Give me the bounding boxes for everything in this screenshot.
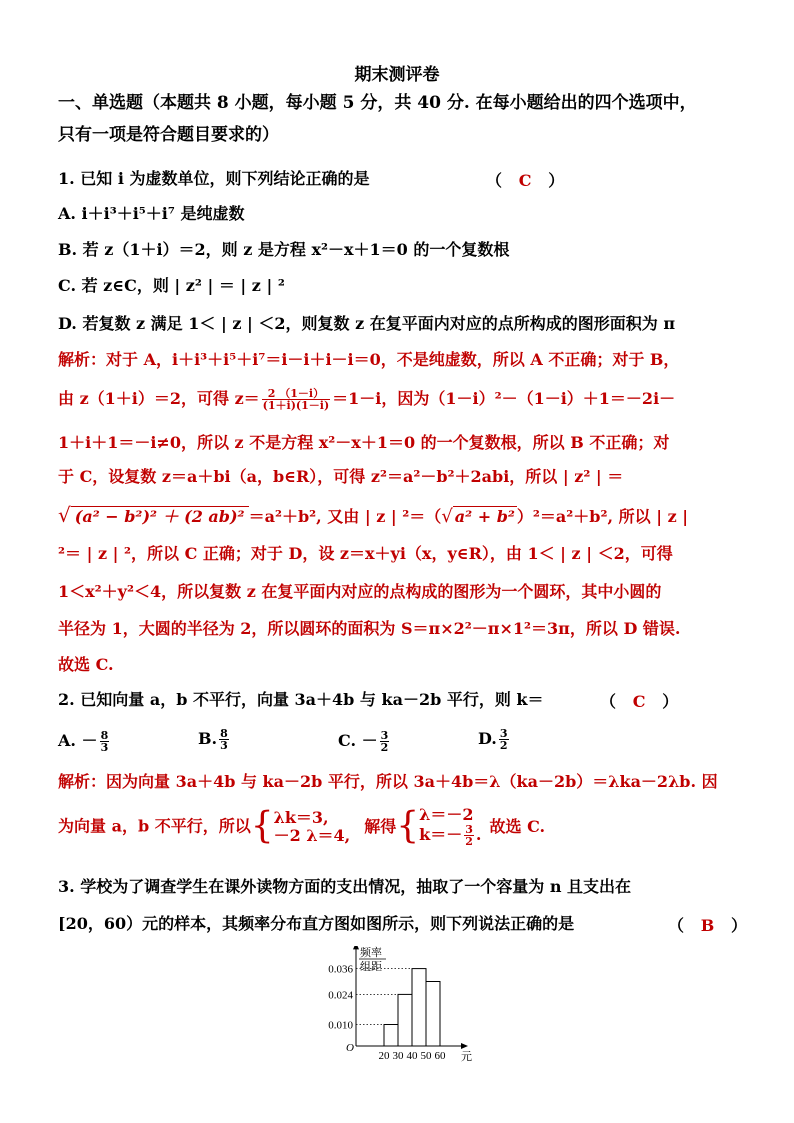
q1-analysis-line1: 解析：对于 A，i＋i³＋i⁵＋i⁷＝i－i＋i－i＝0，不是纯虚数，所以 A 不正确；对于 B， — [58, 350, 680, 369]
chart-bars — [384, 969, 440, 1046]
histogram-bar — [412, 969, 426, 1046]
q1-analysis-line4: 于 C，设复数 z＝a＋bi（a，b∈R），可得 z²＝a²－b²＋2abi，所以 | z² | ＝ — [58, 467, 624, 486]
equation-system-2: λ＝－2 k＝－ $\frac{3}{2}$ . — [419, 805, 482, 848]
q1-option-a: A. i＋i³＋i⁵＋i⁷ 是纯虚数 — [58, 204, 245, 223]
q3-answer-slot: （ B ） — [668, 916, 747, 935]
q1-analysis-line6: ²＝ | z | ²，所以 C 正确；对于 D，设 z＝x＋yi（x，y∈R），由 1＜ | z | ＜2，可得 — [58, 544, 673, 563]
q2-answer-slot: （ C ） — [600, 692, 679, 711]
q1-answer: C — [518, 171, 532, 190]
q3-line2: [20，60）元的样本，其频率分布直方图如图所示，则下列说法正确的是 — [58, 914, 575, 933]
equation-system-1: λk＝3, －2 λ＝4, — [273, 807, 351, 845]
q2-option-c: C. － $\frac{3}{2}$ — [338, 729, 389, 754]
x-tick-label: 30 — [392, 1050, 404, 1062]
q2-option-a: A. － $\frac{8}{3}$ — [58, 729, 109, 754]
q1-analysis-line5: √ (a² − b²)² ＋ (2 ab)² ＝a²＋b², 又由 | z | ²＝（√ a² + b² ）²＝a²＋b², 所以 | z | — [58, 503, 689, 527]
q1-answer-slot: （ C ） — [486, 171, 565, 190]
x-tick-label: 40 — [406, 1050, 418, 1062]
q2-option-d: D. $\frac{3}{2}$ — [478, 727, 508, 752]
q2-answer: C — [632, 692, 646, 711]
histogram-bar — [384, 1025, 398, 1047]
y-tick-label: 0.036 — [328, 963, 353, 976]
y-tick-label: 0.024 — [328, 989, 353, 1002]
q2-analysis-line1: 解析：因为向量 3a＋4b 与 ka－2b 平行，所以 3a＋4b＝λ（ka－2b）＝λka－2λb. 因 — [58, 772, 718, 791]
x-axis-label: 元 — [461, 1051, 472, 1063]
page-title: 期末测评卷 — [354, 65, 440, 85]
section-heading-line1: 一、单选题（本题共 8 小题，每小题 5 分，共 40 分. 在每小题给出的四个选项中， — [58, 93, 697, 113]
x-tick-label: 20 — [378, 1050, 390, 1062]
histogram-bar — [398, 994, 412, 1046]
section-heading-line2: 只有一项是符合题目要求的） — [58, 125, 279, 145]
sqrt-expression-2: a² + b² — [454, 507, 515, 526]
q1-analysis-line2: 由 z（1＋i）＝2，可得 z＝ $\frac{2 (1-i)}{(1+i)(1-i)}$ ＝1－i，因为（1－i）²－（1－i）＋1＝－2i－ — [58, 387, 676, 412]
q2-option-b: B. $\frac{8}{3}$ — [198, 727, 228, 752]
q1-analysis-line3: 1＋i＋1＝－i≠0，所以 z 不是方程 x²－x＋1＝0 的一个复数根，所以 B 不正确；对 — [58, 433, 670, 452]
q1-option-b: B. 若 z（1＋i）＝2，则 z 是方程 x²－x＋1＝0 的一个复数根 — [58, 240, 510, 259]
q1-analysis-line9: 故选 C. — [58, 655, 114, 674]
y-tick-label: 0.010 — [328, 1019, 353, 1032]
q1-stem: 1. 已知 i 为虚数单位，则下列结论正确的是 — [58, 169, 370, 188]
y-axis-label-top: 频率 — [360, 947, 382, 959]
q3-answer: B — [700, 916, 715, 935]
origin-label: O — [346, 1042, 354, 1054]
q1-option-d: D. 若复数 z 满足 1＜ | z | ＜2，则复数 z 在复平面内对应的点所构成的图形面积为 π — [58, 314, 676, 333]
x-axis-arrow — [461, 1043, 468, 1049]
q2-analysis-line2: 为向量 a，b 不平行，所以{ λk＝3, －2 λ＝4, 解得{ λ＝－2 k＝－ $\frac{3}{2}$ . 故选 C. — [58, 805, 546, 848]
sqrt-sign: √ — [58, 503, 71, 527]
x-tick-label: 50 — [420, 1050, 432, 1062]
x-tick-label: 60 — [434, 1050, 446, 1062]
y-axis-arrow — [353, 946, 359, 949]
q1-fraction: $\frac{2 (1-i)}{(1+i)(1-i)}$ — [262, 387, 330, 412]
q2-stem: 2. 已知向量 a，b 不平行，向量 3a＋4b 与 ka－2b 平行，则 k＝ — [58, 690, 544, 709]
q1-analysis-line8: 半径为 1，大圆的半径为 2，所以圆环的面积为 S＝π×2²－π×1²＝3π，所以 D 错误. — [58, 619, 681, 638]
histogram-bar — [426, 982, 440, 1047]
sqrt-expression: (a² − b²)² ＋ (2 ab)² — [71, 506, 249, 526]
frequency-histogram — [308, 946, 478, 1064]
q3-line1: 3. 学校为了调查学生在课外读物方面的支出情况，抽取了一个容量为 n 且支出在 — [58, 877, 632, 896]
q1-analysis-line7: 1＜x²＋y²＜4，所以复数 z 在复平面内对应的点构成的图形为一个圆环，其中小圆的 — [58, 582, 662, 601]
y-axis-label-bottom: 组距 — [360, 961, 382, 973]
q1-option-c: C. 若 z∈C，则 | z² | ＝ | z | ² — [58, 276, 285, 295]
